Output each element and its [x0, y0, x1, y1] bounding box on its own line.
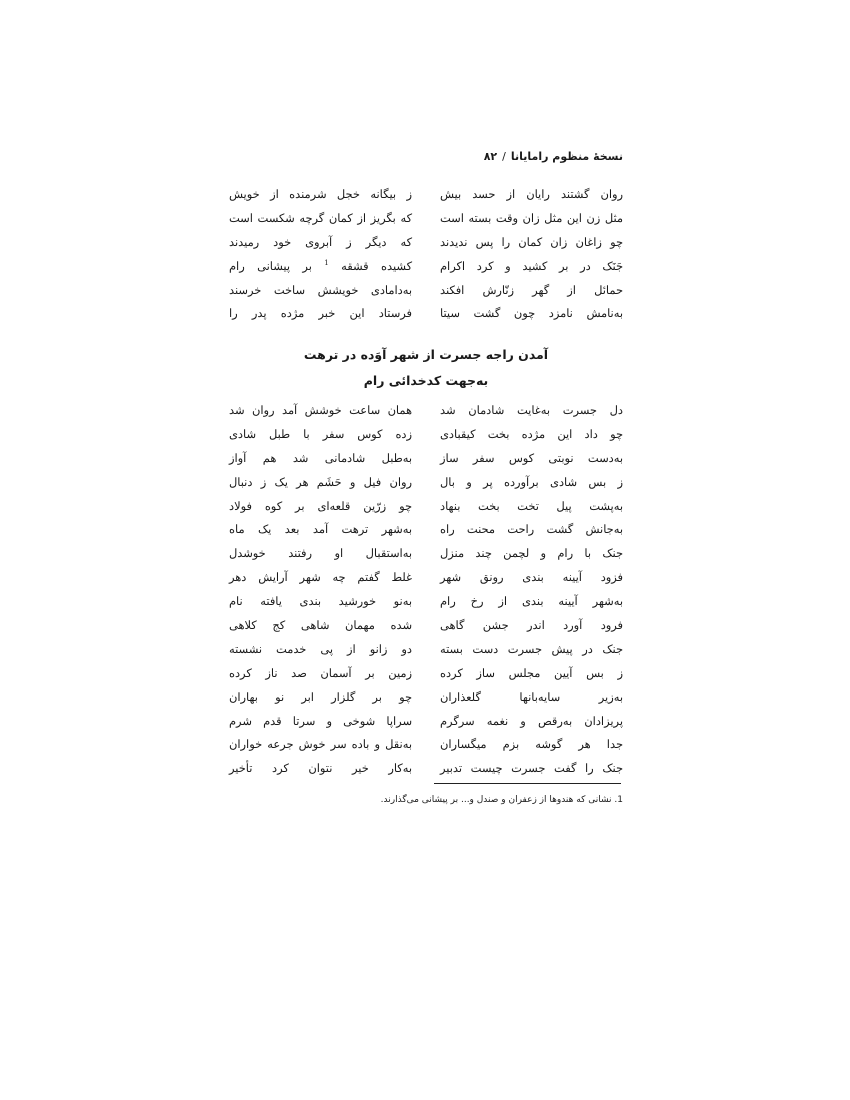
- hemistich-first: جنک با رام و لچمن چند منزل: [440, 546, 623, 561]
- footnote-number: 1.: [614, 795, 623, 805]
- hemistich-second: به‌کار خیر نتوان کرد تأخیر: [229, 761, 412, 776]
- hemistich-second: همان ساعت خوشش آمد روان شد: [229, 402, 412, 417]
- hemistich-first: مثل زن این مثل زان وقت بسته است: [440, 210, 623, 225]
- couplet: [229, 422, 623, 446]
- couplet: [229, 494, 623, 518]
- couplet: [229, 206, 623, 230]
- section-heading-line-2: به‌جهت کدخدائی رام: [363, 373, 489, 388]
- couplet: [229, 230, 623, 254]
- book-title: نسخهٔ منظوم رامایانا: [510, 150, 623, 163]
- running-header: [484, 150, 623, 163]
- hemistich-second: به‌شهر ترهت آمد بعد یک ماه: [229, 522, 412, 537]
- couplet: [229, 637, 623, 661]
- hemistich-first: حمائل از گهر زنّارش افکند: [440, 282, 623, 297]
- hemistich-first: جدا هر گوشه بزم میگساران: [440, 737, 623, 752]
- couplet: [229, 470, 623, 494]
- hemistich-first: دل جسرت به‌غایت شادمان شد: [440, 402, 623, 417]
- hemistich-second: به‌طبل شادمانی شد هم آواز: [229, 450, 412, 465]
- hemistich-second: چو زرّین قلعه‌ای بر کوه فولاد: [229, 498, 412, 513]
- couplet: [229, 756, 623, 780]
- hemistich-second: که دیگر ز آبروی خود رمیدند: [229, 234, 412, 249]
- footnote-divider: [434, 783, 621, 784]
- couplet: [229, 732, 623, 756]
- hemistich-second: سراپا شوخی و سرتا قدم شرم: [229, 713, 412, 728]
- couplet: [229, 182, 623, 206]
- hemistich-first: فرود آورد اندر جشن گاهی: [440, 617, 623, 632]
- hemistich-first: چو زاغان زان کمان را پس ندیدند: [440, 234, 623, 249]
- hemistich-second: ز بیگانه خجل شرمنده از خویش: [229, 186, 412, 201]
- header-separator: /: [502, 150, 506, 163]
- hemistich-second: چو بر گلزار ابر نو بهاران: [229, 689, 412, 704]
- couplet: [229, 589, 623, 613]
- couplet: [229, 661, 623, 685]
- hemistich-part: بر پیشانی رام: [229, 258, 312, 273]
- hemistich-second: زمین بر آسمان صد ناز کرده: [229, 665, 412, 680]
- hemistich-second: که بگریز از کمان گرچه شکست است: [229, 210, 412, 225]
- couplet: [229, 613, 623, 637]
- hemistich-second: دو زانو از پی خدمت نشسته: [229, 641, 412, 656]
- hemistich-part: کشیده قشقه: [341, 258, 412, 273]
- hemistich-first: ز بس آیین مجلس ساز کرده: [440, 665, 623, 680]
- couplet: [229, 301, 623, 325]
- hemistich-first: پریزادان به‌رقص و نغمه سرگرم: [440, 713, 623, 728]
- couplet: [229, 278, 623, 302]
- hemistich-second: به‌استقبال او رفتند خوشدل: [229, 546, 412, 561]
- couplet: [229, 254, 623, 278]
- footnote-marker: 1: [324, 258, 329, 267]
- poem-section-1: [229, 182, 623, 325]
- hemistich-first: به‌نامش نامزد چون گشت سیتا: [440, 306, 623, 321]
- hemistich-first: جَنَک در بر کشید و کرد اکرام: [440, 258, 623, 273]
- couplet: [229, 446, 623, 470]
- hemistich-second: به‌دامادی خویشش ساخت خرسند: [229, 282, 412, 297]
- footnote-text: نشانی که هندوها از زعفران و صندل و... بر پیشانی می‌گذارند.: [380, 795, 612, 805]
- hemistich-second: به‌نقل و باده سر خوش جرعه خواران: [229, 737, 412, 752]
- hemistich-first: روان گشتند رایان از حسد بیش: [440, 186, 623, 201]
- hemistich-first: ز بس شادی برآورده پر و بال: [440, 474, 623, 489]
- hemistich-first: جنک در پیش جسرت دست بسته: [440, 641, 623, 656]
- couplet: [229, 541, 623, 565]
- couplet: [229, 565, 623, 589]
- hemistich-first: به‌جانش گشت راحت محنت راه: [440, 522, 623, 537]
- page-number: ۸۲: [483, 150, 498, 163]
- hemistich-second: شده مهمان شاهی کج کلاهی: [229, 617, 412, 632]
- poem-section-2: [229, 398, 623, 780]
- couplet: [229, 685, 623, 709]
- hemistich-first: به‌زیر سایه‌بانها گلعذاران: [440, 689, 623, 704]
- hemistich-first: جنک را گفت جسرت چیست تدبیر: [440, 761, 623, 776]
- hemistich-first: به‌پشت پیل تخت بخت بنهاد: [440, 498, 623, 513]
- hemistich-second: روان فیل و حَشَم هر یک ز دنبال: [229, 474, 412, 489]
- hemistich-second: فرستاد این خبر مژده پدر را: [229, 306, 412, 321]
- hemistich-second-with-footnote: [229, 259, 412, 273]
- couplet: [229, 709, 623, 733]
- hemistich-second: به‌نو خورشید بندی یافته نام: [229, 594, 412, 609]
- footnote: [381, 795, 623, 805]
- hemistich-second: زده کوس سفر با طبل شادی: [229, 426, 412, 441]
- hemistich-first: به‌دست نوبتی کوس سفر ساز: [440, 450, 623, 465]
- hemistich-second: غلط گفتم چه شهر آرایش دهر: [229, 570, 412, 585]
- couplet: [229, 517, 623, 541]
- hemistich-first: فزود آیینه بندی رونق شهر: [440, 570, 623, 585]
- hemistich-first: به‌شهر آیینه بندی از رخ رام: [440, 594, 623, 609]
- hemistich-first: چو داد این مژده بخت کیقبادی: [440, 426, 623, 441]
- section-heading-line-1: آمدن راجه جسرت از شهر آوَده در ترهت: [303, 347, 549, 362]
- couplet: [229, 398, 623, 422]
